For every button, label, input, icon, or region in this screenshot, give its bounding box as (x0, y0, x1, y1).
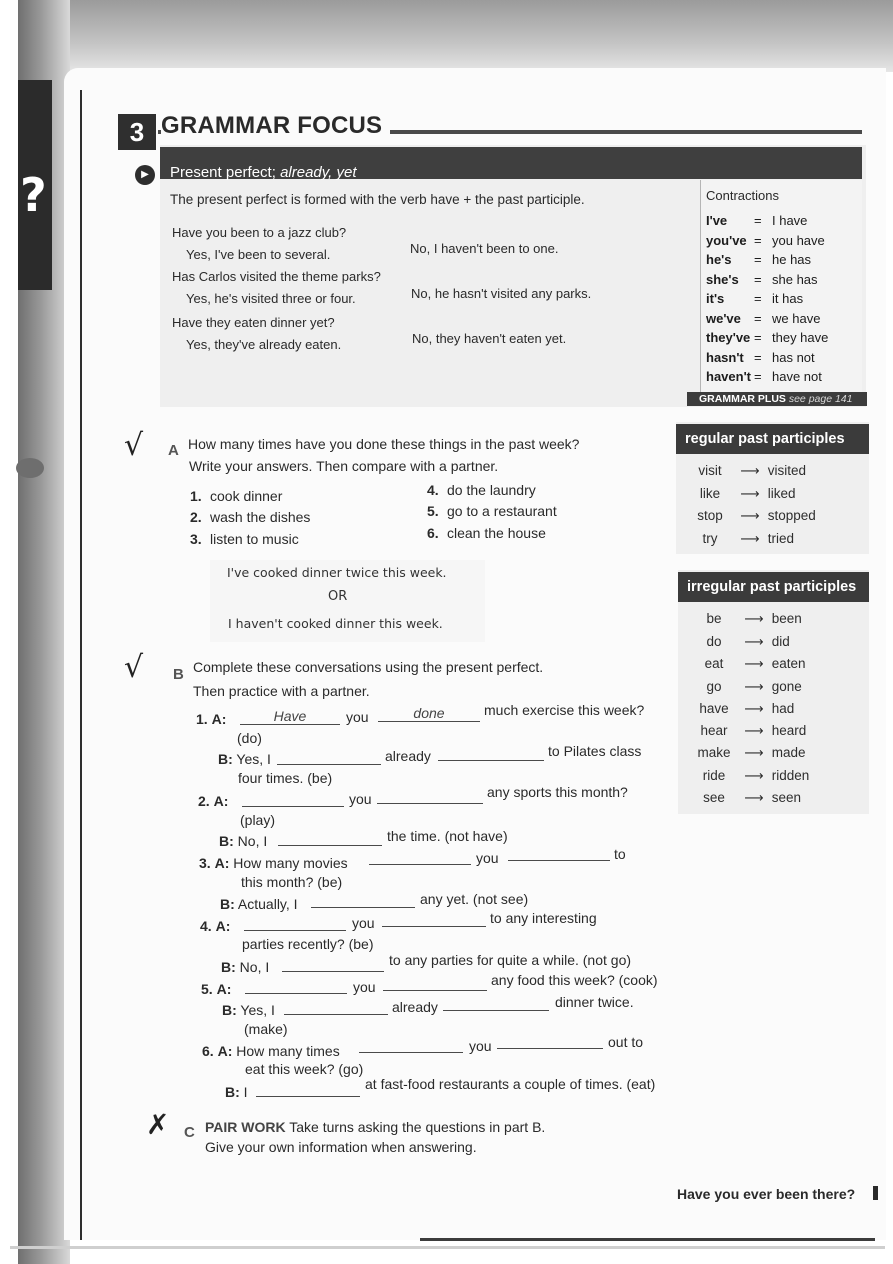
conv1-blank-1[interactable] (240, 724, 340, 725)
item-number: 4. (427, 482, 439, 498)
part-a-item-3 (190, 531, 299, 547)
conv5-blank-4[interactable] (443, 1010, 549, 1011)
conv1-b-text1: Yes, I (236, 751, 271, 767)
speaker-a: A: (211, 711, 227, 727)
contraction-row (706, 213, 807, 228)
part-a-item-2 (190, 509, 310, 525)
conv2-b (219, 833, 267, 849)
grammar-bar-title-text: Present perfect; (170, 164, 276, 181)
contraction-equals: = (754, 233, 762, 248)
contraction-short: we've (706, 311, 741, 326)
contraction-short: it's (706, 291, 725, 306)
base-verb: see (703, 790, 725, 805)
contraction-long: you have (772, 233, 825, 248)
base-verb: stop (697, 508, 723, 523)
check-mark-a: √ (124, 428, 144, 463)
grammar-q3: Have they eaten dinner yet? (172, 315, 335, 330)
contraction-equals: = (754, 213, 762, 228)
conv2-label (198, 793, 228, 809)
conv-number: 6. (202, 1043, 214, 1059)
grammar-plus-ref: see page 141 (788, 393, 853, 405)
conv3-you: you (476, 850, 499, 866)
conv6-rest-b: at fast-food restaurants a couple of times. (eat) (365, 1076, 656, 1092)
grammar-a2-yes: Yes, he's visited three or four. (186, 291, 356, 306)
conv6-b-text1: I (243, 1084, 248, 1100)
base-verb: hear (700, 723, 728, 738)
part-a-item-4 (427, 482, 536, 498)
arrow-icon: ⟶ (744, 745, 764, 760)
conv1-blank-4[interactable] (438, 760, 544, 761)
past-participle: made (771, 745, 806, 760)
contraction-long: has not (772, 350, 815, 365)
conv2-blank-3[interactable] (278, 845, 382, 846)
conv1-label (196, 711, 226, 727)
contraction-equals: = (754, 369, 762, 384)
conv4-rest: to any interesting (490, 910, 597, 926)
part-c-line2: Give your own information when answering. (205, 1139, 477, 1155)
contraction-row (706, 330, 828, 345)
item-text: do the laundry (447, 482, 536, 498)
regular-panel-title: regular past participles (676, 424, 869, 454)
conv6-blank-3[interactable] (256, 1096, 360, 1097)
contraction-long: it has (772, 291, 804, 306)
part-b-line2: Then practice with a partner. (193, 683, 370, 699)
conv1-pilates: to Pilates class (548, 743, 642, 759)
conv1-blank-2[interactable] (378, 721, 480, 722)
conv2-you: you (349, 791, 372, 807)
conv2-blank-2[interactable] (377, 803, 483, 804)
arrow-icon: ⟶ (744, 611, 764, 626)
contraction-equals: = (754, 330, 762, 345)
speaker-b: B: (225, 1084, 240, 1100)
contraction-long: they have (772, 330, 829, 345)
speaker-a: A: (216, 981, 232, 997)
arrow-icon: ⟶ (740, 486, 760, 501)
conv3-label (199, 855, 348, 871)
conv4-b-text1: No, I (239, 959, 270, 975)
grammar-a1-no: No, I haven't been to one. (410, 241, 559, 256)
conv4-blank-3[interactable] (282, 971, 384, 972)
conv3-blank-1[interactable] (369, 864, 471, 865)
conv5-b-text1: Yes, I (240, 1002, 275, 1018)
conv5-rest: any food this week? (cook) (491, 972, 658, 988)
conv3-question: How many movies (233, 855, 348, 871)
contraction-long: she has (772, 272, 818, 287)
irregular-panel-title: irregular past participles (678, 572, 869, 602)
base-verb: ride (702, 768, 726, 783)
conv-number: 3. (199, 855, 211, 871)
conv5-blank-1[interactable] (245, 993, 347, 994)
grammar-a3-yes: Yes, they've already eaten. (186, 337, 342, 352)
speaker-b: B: (218, 751, 233, 767)
audio-play-icon[interactable]: ▶ (135, 165, 155, 185)
contraction-long: have not (772, 369, 822, 384)
conv1-blank-3[interactable] (277, 764, 381, 765)
part-a-line2: Write your answers. Then compare with a partner. (189, 458, 499, 474)
part-c-line1 (205, 1119, 545, 1135)
contraction-short: he's (706, 252, 732, 267)
check-mark-b: √ (124, 650, 144, 685)
speaker-b: B: (219, 833, 234, 849)
contraction-row (706, 311, 820, 326)
conv3-to: to (614, 846, 626, 862)
past-participle: ridden (771, 768, 810, 783)
base-verb: visit (698, 463, 722, 478)
base-verb: try (702, 531, 718, 546)
contraction-short: hasn't (706, 350, 744, 365)
conv2-blank-1[interactable] (242, 806, 344, 807)
item-text: listen to music (210, 531, 299, 547)
conv5-label (201, 981, 231, 997)
grammar-a3-no: No, they haven't eaten yet. (412, 331, 567, 346)
section-number: 3 (118, 114, 156, 150)
part-c-instruction: Take turns asking the questions in part B. (289, 1119, 546, 1135)
conv-number: 2. (198, 793, 210, 809)
past-participle: seen (771, 790, 802, 805)
base-verb: go (706, 679, 722, 694)
regular-row (684, 531, 794, 547)
base-verb: make (697, 745, 731, 760)
contraction-row (706, 233, 825, 248)
conv3-b-text1: Actually, I (237, 896, 298, 912)
conv6-label (202, 1043, 340, 1059)
speaker-b: B: (222, 1002, 237, 1018)
speaker-a: A: (217, 1043, 233, 1059)
contraction-equals: = (754, 291, 762, 306)
arrow-icon: ⟶ (740, 508, 760, 523)
base-verb: be (706, 611, 722, 626)
item-number: 3. (190, 531, 202, 547)
conv3-blank-2[interactable] (508, 860, 610, 861)
regular-row (684, 508, 816, 524)
conv4-rest2: parties recently? (be) (242, 936, 374, 952)
part-b-letter: B (173, 666, 184, 683)
item-text: clean the house (447, 525, 546, 541)
contraction-long: I have (772, 213, 808, 228)
conv5-you: you (353, 979, 376, 995)
conv3-rest-b: any yet. (not see) (420, 891, 529, 907)
contraction-short: haven't (706, 369, 751, 384)
arrow-icon: ⟶ (744, 768, 764, 783)
conv2-hint: (play) (240, 812, 276, 828)
conv4-rest-b: to any parties for quite a while. (not go) (389, 952, 632, 968)
contraction-long: he has (772, 252, 812, 267)
irregular-row (688, 611, 802, 627)
item-text: go to a restaurant (447, 503, 557, 519)
contraction-short: she's (706, 272, 739, 287)
conv4-blank-1[interactable] (244, 930, 346, 931)
irregular-row (688, 634, 790, 650)
contractions-title: Contractions (706, 188, 779, 203)
item-number: 1. (190, 488, 202, 504)
conv4-b (221, 959, 269, 975)
base-verb: have (699, 701, 729, 716)
arrow-icon: ⟶ (744, 656, 764, 671)
conv4-you: you (352, 915, 375, 931)
section-title: GRAMMAR FOCUS (161, 112, 390, 140)
ink-smudge (16, 458, 44, 478)
conv1-answer-1[interactable]: Have (273, 708, 307, 724)
conv5-make: (make) (244, 1021, 288, 1037)
conv1-answer-2[interactable]: done (413, 705, 445, 721)
conv-number: 4. (200, 918, 212, 934)
item-number: 2. (190, 509, 202, 525)
conv6-blank-1[interactable] (359, 1052, 463, 1053)
part-a-line1: How many times have you done these things in the past week? (188, 436, 580, 452)
conv5-blank-3[interactable] (284, 1014, 388, 1015)
part-a-item-5 (427, 503, 557, 519)
past-participle: visited (767, 463, 807, 478)
cross-mark-c: ✗ (146, 1108, 170, 1141)
grammar-a1-yes: Yes, I've been to several. (186, 247, 331, 262)
conv1-already: already (385, 748, 431, 764)
arrow-icon: ⟶ (740, 531, 760, 546)
base-verb: do (706, 634, 722, 649)
sample-answer-1: I've cooked dinner twice this week. (227, 565, 447, 580)
scan-background-top (0, 0, 893, 72)
item-number: 6. (427, 525, 439, 541)
conv6-rest2: eat this week? (go) (245, 1061, 364, 1077)
contraction-equals: = (754, 311, 762, 326)
past-participle: heard (771, 723, 807, 738)
base-verb: eat (704, 656, 724, 671)
part-c-letter: C (184, 1124, 195, 1141)
conv2-b-text1: No, I (237, 833, 268, 849)
conv6-you: you (469, 1038, 492, 1054)
item-text: cook dinner (210, 488, 283, 504)
conv1-hint: (do) (237, 730, 262, 746)
grammar-q2: Has Carlos visited the theme parks? (172, 269, 381, 284)
contraction-row (706, 350, 815, 365)
conv6-rest: out to (608, 1034, 644, 1050)
conv6-question: How many times (236, 1043, 340, 1059)
past-participle: tried (767, 531, 795, 546)
conv3-blank-3[interactable] (311, 907, 415, 908)
speaker-b: B: (220, 896, 235, 912)
sample-answer-2: I haven't cooked dinner this week. (228, 616, 443, 631)
regular-row (684, 463, 806, 479)
part-a-letter: A (168, 442, 179, 459)
conv1-you: you (346, 709, 369, 725)
conv-number: 1. (196, 711, 208, 727)
speaker-a: A: (214, 855, 230, 871)
grammar-q1: Have you been to a jazz club? (172, 225, 347, 240)
irregular-row (688, 723, 806, 739)
edge-question-mark: ? (20, 168, 47, 222)
irregular-row (688, 768, 809, 784)
conv5-blank-2[interactable] (383, 990, 487, 991)
conv5-already: already (392, 999, 438, 1015)
arrow-icon: ⟶ (744, 634, 764, 649)
page-bottom-edge (10, 1246, 885, 1249)
conv3-rest: this month? (be) (241, 874, 343, 890)
speaker-b: B: (221, 959, 236, 975)
scan-margin (0, 0, 18, 1264)
past-participle: did (771, 634, 790, 649)
arrow-icon: ⟶ (744, 790, 764, 805)
contraction-short: they've (706, 330, 751, 345)
item-number: 5. (427, 503, 439, 519)
part-b-line1: Complete these conversations using the present perfect. (193, 659, 544, 675)
grammar-a2-no: No, he hasn't visited any parks. (411, 286, 592, 301)
grammar-plus-label: GRAMMAR PLUS (699, 393, 786, 405)
grammar-bar-title-italic: already, yet (280, 164, 357, 181)
conv-number: 5. (201, 981, 213, 997)
base-verb: like (699, 486, 721, 501)
grammar-plus-link[interactable] (687, 392, 867, 406)
arrow-icon: ⟶ (744, 701, 764, 716)
conv1-four-times: four times. (be) (238, 770, 333, 786)
contraction-equals: = (754, 272, 762, 287)
conv1-rest: much exercise this week? (484, 702, 645, 718)
past-participle: had (771, 701, 795, 716)
item-text: wash the dishes (210, 509, 311, 525)
conv2-rest: any sports this month? (487, 784, 628, 800)
regular-row (684, 486, 796, 502)
contraction-equals: = (754, 252, 762, 267)
conv2-rest-b: the time. (not have) (387, 828, 508, 844)
arrow-icon: ⟶ (740, 463, 760, 478)
irregular-row (688, 679, 802, 695)
past-participle: gone (771, 679, 802, 694)
speaker-a: A: (215, 918, 231, 934)
conv3-b (220, 896, 298, 912)
conv6-b (225, 1084, 248, 1100)
grammar-bar-title (170, 164, 357, 181)
contraction-short: you've (706, 233, 747, 248)
conv6-blank-2[interactable] (497, 1048, 603, 1049)
past-participle: liked (767, 486, 796, 501)
page-footer-title: Have you ever been there? (677, 1186, 856, 1202)
part-a-item-6 (427, 525, 546, 541)
part-a-item-1 (190, 488, 282, 504)
conv1-b (218, 751, 271, 767)
contraction-row (706, 291, 803, 306)
contraction-equals: = (754, 350, 762, 365)
bottom-rule (420, 1238, 875, 1241)
irregular-row (688, 701, 794, 717)
conv4-label (200, 918, 230, 934)
pair-work-label: PAIR WORK (205, 1119, 286, 1135)
contraction-long: we have (772, 311, 821, 326)
irregular-row (688, 745, 806, 761)
arrow-icon: ⟶ (744, 679, 764, 694)
past-participle: been (771, 611, 802, 626)
past-participle: stopped (767, 508, 816, 523)
conv4-blank-2[interactable] (382, 926, 486, 927)
grammar-rule: The present perfect is formed with the verb have + the past participle. (170, 192, 585, 207)
past-participle: eaten (771, 656, 806, 671)
contraction-row (706, 369, 822, 384)
page-fold-line (80, 90, 82, 1240)
contraction-short: I've (706, 213, 728, 228)
sample-answer-or: OR (328, 589, 348, 604)
irregular-row (688, 790, 801, 806)
conv5-dinner: dinner twice. (555, 994, 634, 1010)
contraction-row (706, 272, 818, 287)
footer-bar (873, 1186, 878, 1200)
arrow-icon: ⟶ (744, 723, 764, 738)
irregular-row (688, 656, 806, 672)
speaker-a: A: (213, 793, 229, 809)
conv5-b (222, 1002, 275, 1018)
contraction-row (706, 252, 811, 267)
